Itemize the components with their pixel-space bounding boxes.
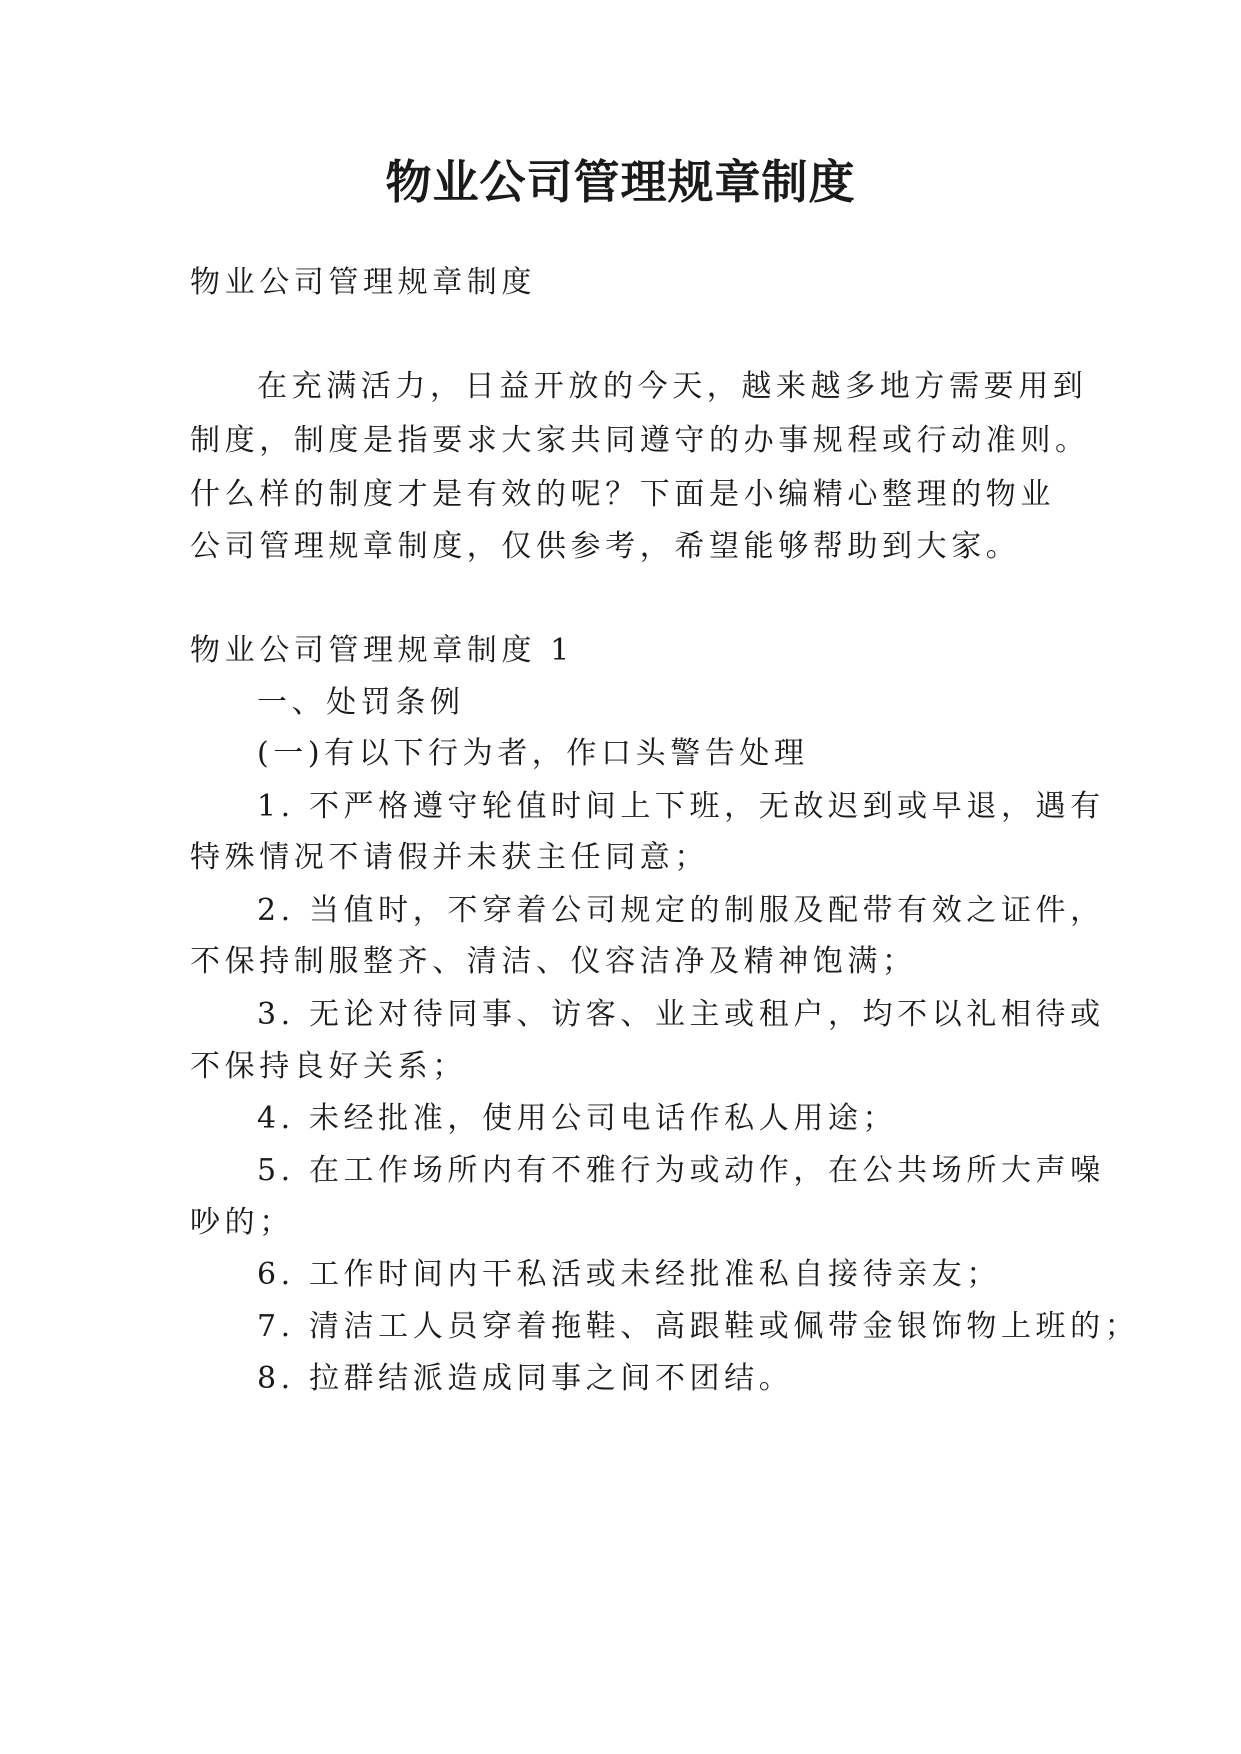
list-item: 3. 无论对待同事、访客、业主或租户，均不以礼相待或 bbox=[257, 997, 1105, 1032]
list-item: 8. 拉群结派造成同事之间不团结。 bbox=[257, 1361, 794, 1396]
intro-line: 制度，制度是指要求大家共同遵守的办事规程或行动准则。 bbox=[190, 423, 1090, 458]
list-item-continuation: 不保持良好关系； bbox=[190, 1049, 467, 1084]
intro-line: 在充满活力，日益开放的今天，越来越多地方需要用到 bbox=[257, 369, 1088, 404]
document-subtitle: 物业公司管理规章制度 bbox=[190, 265, 536, 300]
list-item-continuation: 特殊情况不请假并未获主任同意； bbox=[190, 840, 709, 875]
document-title: 物业公司管理规章制度 bbox=[385, 155, 856, 209]
sub-heading: (一)有以下行为者，作口头警告处理 bbox=[257, 736, 809, 771]
list-item: 7. 清洁工人员穿着拖鞋、高跟鞋或佩带金银饰物上班的； bbox=[257, 1309, 1140, 1344]
section-heading: 物业公司管理规章制度 1 bbox=[190, 633, 574, 668]
intro-line: 什么样的制度才是有效的呢？下面是小编精心整理的物业 bbox=[190, 477, 1055, 512]
intro-line: 公司管理规章制度，仅供参考，希望能够帮助到大家。 bbox=[190, 529, 1021, 564]
list-item: 6. 工作时间内干私活或未经批准私自接待亲友； bbox=[257, 1257, 1001, 1292]
list-item: 2. 当值时，不穿着公司规定的制服及配带有效之证件， bbox=[257, 893, 1105, 928]
list-item: 5. 在工作场所内有不雅行为或动作，在公共场所大声噪 bbox=[257, 1153, 1105, 1188]
list-item-continuation: 吵的； bbox=[190, 1205, 294, 1240]
part-heading: 一、处罚条例 bbox=[257, 685, 465, 720]
list-item: 1. 不严格遵守轮值时间上下班，无故迟到或早退，遇有 bbox=[257, 789, 1105, 824]
list-item-continuation: 不保持制服整齐、清洁、仪容洁净及精神饱满； bbox=[190, 944, 917, 979]
list-item: 4. 未经批准，使用公司电话作私人用途； bbox=[257, 1101, 898, 1136]
